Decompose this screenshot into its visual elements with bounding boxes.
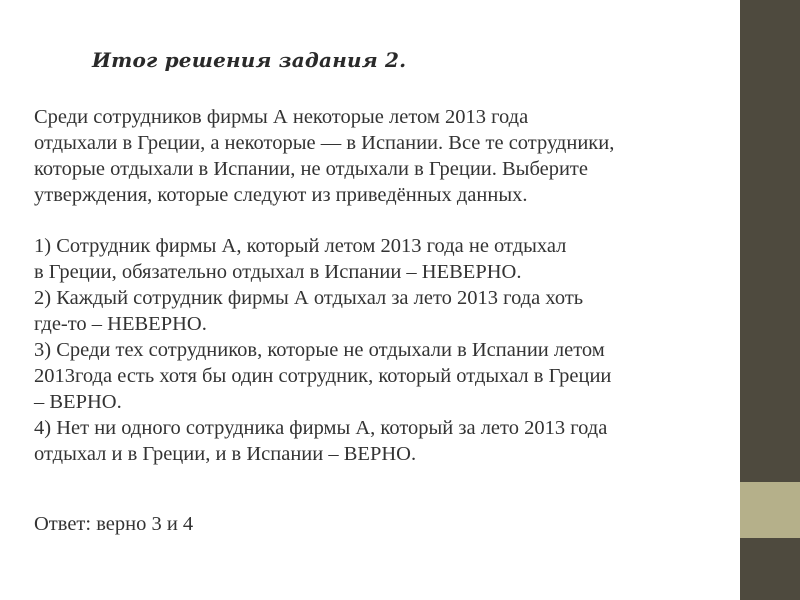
statement-line: 2) Каждый сотрудник фирмы А отдыхал за лето 2013 года хоть <box>34 287 584 309</box>
statement-line: 3) Среди тех сотрудников, которые не отдыхали в Испании летом <box>34 339 605 361</box>
task-description-line: Среди сотрудников фирмы А некоторые летом 2013 года <box>34 106 529 128</box>
statement-line: где-то – НЕВЕРНО. <box>34 313 207 335</box>
task-description <box>34 104 714 208</box>
statement-line: в Греции, обязательно отдыхал в Испании – НЕВЕРНО. <box>34 261 522 283</box>
task-description-line: утверждения, которые следуют из приведённых данных. <box>34 184 528 206</box>
statement-line: – ВЕРНО. <box>34 391 122 413</box>
decorative-sidebar <box>740 0 800 600</box>
sidebar-bottom-band <box>740 538 800 600</box>
task-description-line: отдыхали в Греции, а некоторые — в Испании. Все те сотрудники, <box>34 132 615 154</box>
statements-list <box>34 233 714 467</box>
sidebar-accent-band <box>740 482 800 538</box>
answer-text: Ответ: верно 3 и 4 <box>34 513 194 535</box>
statement-line: 1) Сотрудник фирмы А, который летом 2013 года не отдыхал <box>34 235 567 257</box>
slide-title: Итог решения задания 2. <box>92 48 407 72</box>
statement-line: отдыхал и в Греции, и в Испании – ВЕРНО. <box>34 443 417 465</box>
statement-line: 4) Нет ни одного сотрудника фирмы А, который за лето 2013 года <box>34 417 608 439</box>
statement-line: 2013года есть хотя бы один сотрудник, который отдыхал в Греции <box>34 365 612 387</box>
task-description-line: которые отдыхали в Испании, не отдыхали в Греции. Выберите <box>34 158 588 180</box>
sidebar-dark-band <box>740 0 800 482</box>
